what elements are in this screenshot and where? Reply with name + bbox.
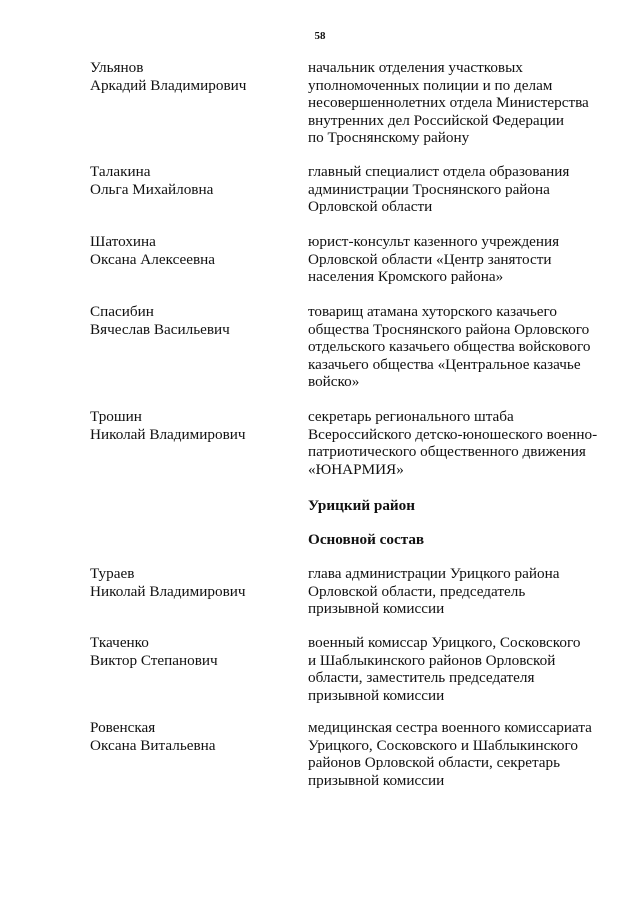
member-position-line: секретарь регионального штаба [308,408,514,425]
member-position-line: по Троснянскому району [308,129,470,146]
member-position-line: общества Троснянского района Орловского [308,320,590,338]
member-position-line: несовершеннолетних отдела Министерства [308,94,589,111]
member-position-line: медицинская сестра военного комиссариата [308,719,592,736]
member-position-line: юрист-консульт казенного учреждения [308,233,560,250]
member-position-line: Всероссийского детско-юношеского военно- [308,425,598,443]
district-heading: Урицкий район [308,497,416,514]
member-position-line: области, заместитель председателя [308,669,535,686]
member-name [90,233,295,268]
member-position-line: отдельского казачьего общества войскового [308,338,591,355]
member-name-line: Николай Владимирович [90,425,246,443]
member-name [90,719,295,754]
member-name-line: Трошин [90,408,142,425]
member-position-line: начальник отделения участковых [308,59,523,76]
member-position-line: патриотического общественного движения [308,443,586,460]
member-position [308,303,608,391]
member-position-line: Орловской области, председатель [308,582,526,600]
member-position [308,719,608,789]
member-position-line: призывной комиссии [308,686,445,704]
section-heading: Основной состав [308,531,425,548]
member-name-line: Ткаченко [90,634,149,651]
member-name-line: Талакина [90,163,151,180]
member-position-line: администрации Троснянского района [308,180,550,198]
member-position [308,59,608,147]
member-name [90,59,295,94]
member-position [308,565,608,618]
member-position-line: казачьего общества «Центральное казачье [308,355,581,373]
member-position-line: внутренних дел Российской Федерации [308,111,565,129]
member-position-line: призывной комиссии [308,771,445,789]
member-name-line: Ровенская [90,719,156,736]
member-position [308,163,608,216]
member-name [90,163,295,198]
member-position-line: Орловской области [308,198,433,215]
member-position-line: призывной комиссии [308,600,445,617]
member-position-line: товарищ атамана хуторского казачьего [308,303,557,320]
member-position-line: Урицкого, Сосковского и Шаблыкинского [308,736,578,754]
member-name [90,634,295,669]
member-position-line: «ЮНАРМИЯ» [308,460,404,478]
member-name-line: Оксана Витальевна [90,736,216,754]
member-position-line: районов Орловской области, секретарь [308,754,561,771]
member-position-line: глава администрации Урицкого района [308,565,560,582]
page-number: 58 [314,30,326,42]
member-name-line: Ольга Михайловна [90,180,214,198]
member-name-line: Виктор Степанович [90,651,218,669]
member-position-line: и Шаблыкинского районов Орловской [308,651,556,669]
member-name-line: Спасибин [90,303,154,320]
member-name [90,408,295,443]
member-position [308,634,608,704]
member-position-line: главный специалист отдела образования [308,163,570,180]
member-name-line: Аркадий Владимирович [90,76,247,94]
member-name-line: Шатохина [90,233,156,250]
member-name-line: Ульянов [90,59,144,76]
member-position-line: военный комиссар Урицкого, Сосковского [308,634,581,651]
member-position-line: населения Кромского района» [308,268,504,285]
member-name [90,565,295,600]
member-name-line: Николай Владимирович [90,582,246,600]
member-position-line: войско» [308,373,360,390]
member-name [90,303,295,338]
member-position-line: Орловской области «Центр занятости [308,250,552,268]
member-name-line: Оксана Алексеевна [90,250,216,268]
member-position [308,408,608,478]
member-position-line: уполномоченных полиции и по делам [308,76,553,94]
member-name-line: Вячеслав Васильевич [90,320,230,338]
member-name-line: Тураев [90,565,135,582]
member-position [308,233,608,286]
